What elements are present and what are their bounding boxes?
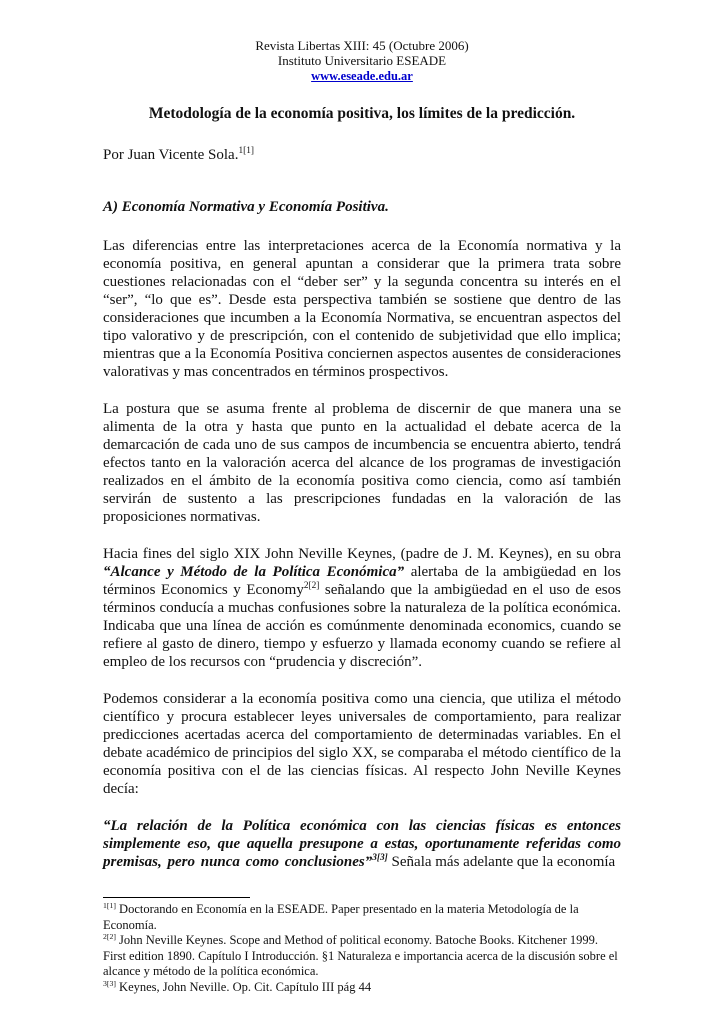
institute-line: Instituto Universitario ESEADE — [277, 53, 447, 68]
footnote-separator — [103, 897, 250, 898]
paragraph-3 — [103, 545, 621, 671]
page-header — [103, 38, 621, 84]
section-heading: A) Economía Normativa y Economía Positiva. — [103, 199, 389, 215]
text-run: señalando que la ambigüedad en el uso de esos términos conducía a muchas confusiones sobre la naturaleza de la política económica. Indicaba que una línea de acción es comúnmente denominada economics, cuando se refiere al gasto de dinero, tiempo y esfuerzo y llamada economy cuando se refiere al empleo de los recursos con “prudencia y discreción”. — [103, 582, 621, 670]
page-title: Metodología de la economía positiva, los límites de la predicción. — [148, 105, 576, 122]
footnote-ref: 1[1] — [103, 900, 116, 910]
text-run: Doctorando en Economía en la ESEADE. Paper presentado en la materia Metodología de la Economía. — [103, 902, 579, 932]
paragraph-1 — [103, 237, 621, 381]
text-run: La postura que se asuma frente al problema de discernir de que manera una se alimenta de la otra y hasta que punto en la actualidad el debate acerca de la demarcación de cada uno de sus campos de incumbencia se encuentra abierto, tendrá efectos tanto en la valoración acerca del alcance de los programas de investigación realizados en el ámbito de la economía positiva como ciencia, como así también servirán de sustento a las prescripciones fundadas en la valoración de las proposiciones normativas. — [103, 401, 621, 525]
footnote-1 — [103, 902, 621, 933]
website-link[interactable]: www.eseade.edu.ar — [311, 69, 413, 83]
text-run: Las diferencias entre las interpretaciones acerca de la Economía normativa y la economía positiva, en general apuntan a considerar que la primera trata sobre cuestiones relacionadas con el “deber ser” y la segunda concentra su interés en el “ser”, “lo que es”. Desde esta perspectiva también se sostiene que dentro de las consideraciones que incumben a la Economía Normativa, se encuentran aspectos del tipo valorativo y de prescripción, con el contenido de subjetividad que ello implica; mientras que a la Economía Positiva conciernen aspectos ausentes de consideraciones valorativas y mas concentrados en términos prospectivos. — [103, 238, 621, 380]
byline — [103, 146, 621, 164]
footnote-ref: 2[2] — [303, 581, 320, 591]
footnote-3 — [103, 980, 621, 996]
paragraph-2 — [103, 400, 621, 526]
footnote-2 — [103, 933, 621, 980]
footnote-ref: 3[3] — [372, 853, 388, 863]
journal-line: Revista Libertas XIII: 45 (Octubre 2006) — [255, 38, 469, 53]
article-body — [103, 237, 621, 871]
text-run: Podemos considerar a la economía positiva como una ciencia, que utiliza el método científico y procura establecer leyes universales de comportamiento, para realizar predicciones acertadas acerca del comportamiento de determinadas variables. En el debate académico de principios del siglo XX, se comparaba el método científico de la economía positiva con el de las ciencias físicas. Al respecto John Neville Keynes decía: — [103, 691, 621, 797]
text-run: alertaba de la ambigüedad en los términos Economics y Economy — [103, 564, 622, 598]
website-line — [103, 68, 621, 84]
text-run: Hacia fines del siglo XIX John Neville Keynes, (padre de J. M. Keynes), en su obra — [103, 546, 621, 562]
block-quote — [103, 817, 621, 871]
text-run: Señala más adelante que la economía — [387, 854, 616, 870]
footnote-ref: 2[2] — [103, 931, 116, 941]
footnotes — [103, 902, 621, 995]
text-run: John Neville Keynes. Scope and Method of political economy. Batoche Books. Kitchener 1999. First edition 1890. Capítulo I Introducción. §1 Naturaleza e importancia acerca de la discusión sobre el alcance y método de la política económica. — [103, 933, 618, 978]
footnote-ref: 1[1] — [238, 146, 254, 156]
text-run: Keynes, John Neville. Op. Cit. Capítulo III pág 44 — [115, 979, 372, 994]
paragraph-4 — [103, 690, 621, 798]
text-run: Por Juan Vicente Sola. — [103, 147, 239, 163]
text-run: “La relación de la Política económica con las ciencias físicas es entonces simplemente eso, que aquella presupone a estas, oportunamente referidas como premisas, pero nunca como conclusiones” — [103, 818, 621, 870]
text-run: “Alcance y Método de la Política Económica” — [103, 564, 405, 580]
footnote-ref: 3[3] — [103, 978, 116, 988]
